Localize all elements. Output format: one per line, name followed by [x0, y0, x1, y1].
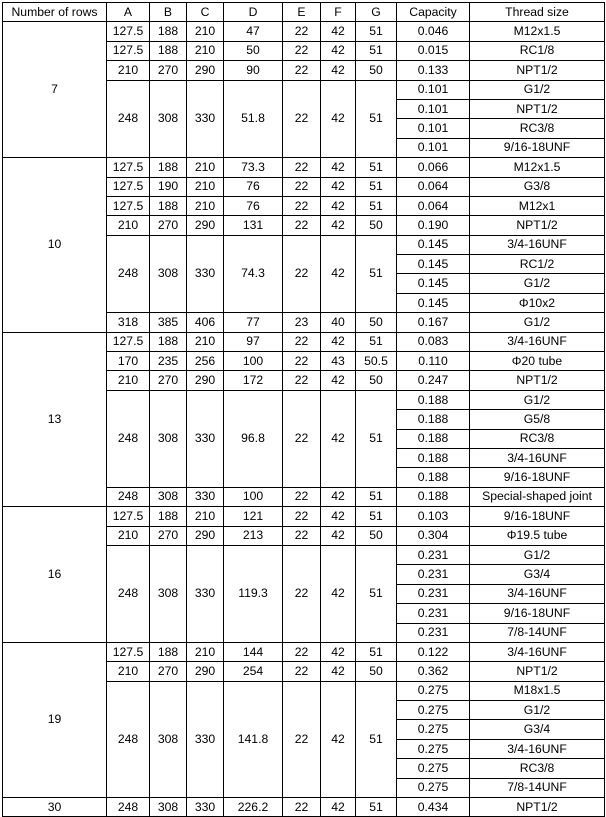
dimension-d-cell: 47: [224, 22, 283, 41]
dimension-e-cell: 22: [283, 41, 321, 60]
thread-size-cell: Special-shaped joint: [470, 487, 605, 506]
capacity-cell: 0.275: [397, 681, 470, 700]
dimension-a-cell: 210: [107, 371, 150, 390]
dimension-a-cell: 127.5: [107, 507, 150, 526]
dimension-c-cell: 290: [187, 61, 224, 80]
capacity-cell: 0.066: [397, 158, 470, 177]
header-g: G: [356, 3, 397, 22]
thread-size-cell: G3/4: [470, 720, 605, 739]
thread-size-cell: NPT1/2: [470, 99, 605, 118]
dimension-c-cell: 290: [187, 216, 224, 235]
table-row: [3, 507, 605, 526]
dimension-f-cell: 42: [321, 41, 356, 60]
table-row: [3, 22, 605, 41]
rows-count-cell: 19: [3, 642, 107, 797]
rows-count-cell: 13: [3, 332, 107, 507]
header-e: E: [283, 3, 321, 22]
dimension-g-cell: 51: [356, 158, 397, 177]
dimension-d-cell: 141.8: [224, 681, 283, 797]
thread-size-cell: RC3/8: [470, 119, 605, 138]
dimension-c-cell: 210: [187, 177, 224, 196]
rows-count-cell: 16: [3, 507, 107, 643]
dimension-d-cell: 226.2: [224, 798, 283, 817]
capacity-cell: 0.188: [397, 487, 470, 506]
thread-size-cell: G5/8: [470, 410, 605, 429]
dimension-c-cell: 290: [187, 662, 224, 681]
dimension-b-cell: 188: [150, 507, 187, 526]
dimension-g-cell: 51: [356, 22, 397, 41]
dimension-g-cell: 50: [356, 526, 397, 545]
header-capacity: Capacity: [397, 3, 470, 22]
capacity-cell: 0.362: [397, 662, 470, 681]
dimension-c-cell: 210: [187, 196, 224, 215]
capacity-cell: 0.275: [397, 720, 470, 739]
dimension-b-cell: 190: [150, 177, 187, 196]
thread-size-cell: G1/2: [470, 390, 605, 409]
dimension-c-cell: 330: [187, 798, 224, 817]
table-body: [3, 22, 605, 817]
dimension-c-cell: 290: [187, 371, 224, 390]
dimension-f-cell: 42: [321, 662, 356, 681]
capacity-cell: 0.083: [397, 332, 470, 351]
dimension-d-cell: 131: [224, 216, 283, 235]
dimension-e-cell: 22: [283, 507, 321, 526]
table-row: [3, 158, 605, 177]
dimension-g-cell: 51: [356, 507, 397, 526]
thread-size-cell: M18x1.5: [470, 681, 605, 700]
dimension-a-cell: 127.5: [107, 332, 150, 351]
dimension-f-cell: 42: [321, 371, 356, 390]
table-row: [3, 642, 605, 661]
dimension-g-cell: 51: [356, 798, 397, 817]
dimension-b-cell: 270: [150, 61, 187, 80]
dimension-c-cell: 330: [187, 390, 224, 487]
thread-size-cell: RC3/8: [470, 429, 605, 448]
dimension-g-cell: 51: [356, 332, 397, 351]
dimension-e-cell: 22: [283, 158, 321, 177]
capacity-cell: 0.046: [397, 22, 470, 41]
header-b: B: [150, 3, 187, 22]
thread-size-cell: 3/4-16UNF: [470, 584, 605, 603]
dimension-c-cell: 290: [187, 526, 224, 545]
dimension-d-cell: 144: [224, 642, 283, 661]
thread-size-cell: 3/4-16UNF: [470, 642, 605, 661]
dimension-b-cell: 308: [150, 798, 187, 817]
capacity-cell: 0.133: [397, 61, 470, 80]
dimension-c-cell: 210: [187, 332, 224, 351]
dimension-b-cell: 188: [150, 41, 187, 60]
dimension-d-cell: 100: [224, 487, 283, 506]
dimension-c-cell: 210: [187, 22, 224, 41]
thread-size-cell: G1/2: [470, 313, 605, 332]
dimension-g-cell: 51: [356, 545, 397, 642]
capacity-cell: 0.275: [397, 778, 470, 797]
dimension-g-cell: 50: [356, 61, 397, 80]
dimension-f-cell: 42: [321, 642, 356, 661]
capacity-cell: 0.015: [397, 41, 470, 60]
thread-size-cell: 7/8-14UNF: [470, 623, 605, 642]
header-f: F: [321, 3, 356, 22]
dimension-e-cell: 22: [283, 526, 321, 545]
thread-size-cell: Φ19.5 tube: [470, 526, 605, 545]
dimension-g-cell: 51: [356, 390, 397, 487]
dimension-c-cell: 330: [187, 80, 224, 158]
capacity-cell: 0.304: [397, 526, 470, 545]
dimension-e-cell: 22: [283, 22, 321, 41]
dimension-a-cell: 127.5: [107, 196, 150, 215]
dimension-e-cell: 22: [283, 390, 321, 487]
dimension-b-cell: 308: [150, 487, 187, 506]
dimension-a-cell: 248: [107, 681, 150, 797]
capacity-cell: 0.188: [397, 390, 470, 409]
dimension-f-cell: 42: [321, 487, 356, 506]
dimension-a-cell: 318: [107, 313, 150, 332]
dimension-a-cell: 127.5: [107, 158, 150, 177]
thread-size-cell: G3/8: [470, 177, 605, 196]
thread-size-cell: RC1/2: [470, 255, 605, 274]
thread-size-cell: 7/8-14UNF: [470, 778, 605, 797]
dimension-f-cell: 42: [321, 332, 356, 351]
dimension-e-cell: 22: [283, 642, 321, 661]
thread-size-cell: 9/16-18UNF: [470, 604, 605, 623]
thread-size-cell: G1/2: [470, 80, 605, 99]
dimension-e-cell: 22: [283, 332, 321, 351]
dimension-e-cell: 22: [283, 662, 321, 681]
dimension-b-cell: 308: [150, 390, 187, 487]
dimension-e-cell: 22: [283, 681, 321, 797]
capacity-cell: 0.145: [397, 235, 470, 254]
dimension-d-cell: 96.8: [224, 390, 283, 487]
dimension-g-cell: 50: [356, 662, 397, 681]
capacity-cell: 0.231: [397, 584, 470, 603]
dimension-b-cell: 188: [150, 642, 187, 661]
dimension-e-cell: 23: [283, 313, 321, 332]
dimension-a-cell: 248: [107, 798, 150, 817]
rows-count-cell: 7: [3, 22, 107, 158]
thread-size-cell: 3/4-16UNF: [470, 739, 605, 758]
thread-size-cell: 3/4-16UNF: [470, 235, 605, 254]
dimension-a-cell: 127.5: [107, 41, 150, 60]
dimension-f-cell: 42: [321, 526, 356, 545]
dimension-g-cell: 50: [356, 313, 397, 332]
dimension-b-cell: 270: [150, 216, 187, 235]
dimension-e-cell: 22: [283, 371, 321, 390]
capacity-cell: 0.231: [397, 604, 470, 623]
dimension-g-cell: 50: [356, 371, 397, 390]
table-row: [3, 798, 605, 817]
dimension-d-cell: 90: [224, 61, 283, 80]
dimension-b-cell: 308: [150, 80, 187, 158]
dimension-a-cell: 248: [107, 545, 150, 642]
thread-size-cell: NPT1/2: [470, 662, 605, 681]
header-thread-size: Thread size: [470, 3, 605, 22]
thread-size-cell: 9/16-18UNF: [470, 468, 605, 487]
capacity-cell: 0.101: [397, 99, 470, 118]
capacity-cell: 0.275: [397, 759, 470, 778]
capacity-cell: 0.188: [397, 410, 470, 429]
dimension-f-cell: 43: [321, 352, 356, 371]
dimension-a-cell: 248: [107, 80, 150, 158]
dimension-e-cell: 22: [283, 216, 321, 235]
capacity-cell: 0.064: [397, 177, 470, 196]
dimension-e-cell: 22: [283, 235, 321, 313]
dimension-c-cell: 330: [187, 545, 224, 642]
header-row: [3, 3, 605, 22]
capacity-cell: 0.167: [397, 313, 470, 332]
dimension-c-cell: 210: [187, 41, 224, 60]
dimension-f-cell: 42: [321, 196, 356, 215]
dimension-f-cell: 42: [321, 22, 356, 41]
thread-size-cell: G3/4: [470, 565, 605, 584]
thread-size-cell: Φ20 tube: [470, 352, 605, 371]
capacity-cell: 0.247: [397, 371, 470, 390]
dimension-a-cell: 170: [107, 352, 150, 371]
dimension-g-cell: 51: [356, 196, 397, 215]
dimension-g-cell: 51: [356, 80, 397, 158]
dimension-c-cell: 256: [187, 352, 224, 371]
dimension-b-cell: 188: [150, 196, 187, 215]
dimension-b-cell: 385: [150, 313, 187, 332]
dimension-e-cell: 22: [283, 177, 321, 196]
dimension-d-cell: 254: [224, 662, 283, 681]
dimension-b-cell: 188: [150, 332, 187, 351]
dimension-f-cell: 42: [321, 681, 356, 797]
thread-size-cell: RC3/8: [470, 759, 605, 778]
header-a: A: [107, 3, 150, 22]
specification-table: [2, 2, 605, 817]
capacity-cell: 0.275: [397, 701, 470, 720]
dimension-a-cell: 248: [107, 235, 150, 313]
thread-size-cell: 9/16-18UNF: [470, 138, 605, 157]
dimension-b-cell: 308: [150, 235, 187, 313]
dimension-d-cell: 51.8: [224, 80, 283, 158]
header-number-of-rows: Number of rows: [3, 3, 107, 22]
thread-size-cell: G1/2: [470, 274, 605, 293]
dimension-d-cell: 74.3: [224, 235, 283, 313]
thread-size-cell: NPT1/2: [470, 61, 605, 80]
dimension-f-cell: 42: [321, 80, 356, 158]
dimension-a-cell: 210: [107, 61, 150, 80]
capacity-cell: 0.188: [397, 429, 470, 448]
dimension-d-cell: 73.3: [224, 158, 283, 177]
dimension-a-cell: 210: [107, 526, 150, 545]
thread-size-cell: NPT1/2: [470, 371, 605, 390]
dimension-f-cell: 42: [321, 798, 356, 817]
dimension-g-cell: 51: [356, 235, 397, 313]
dimension-b-cell: 270: [150, 526, 187, 545]
capacity-cell: 0.110: [397, 352, 470, 371]
thread-size-cell: M12x1.5: [470, 22, 605, 41]
dimension-d-cell: 100: [224, 352, 283, 371]
dimension-a-cell: 210: [107, 662, 150, 681]
capacity-cell: 0.231: [397, 545, 470, 564]
dimension-c-cell: 210: [187, 642, 224, 661]
dimension-d-cell: 172: [224, 371, 283, 390]
thread-size-cell: NPT1/2: [470, 798, 605, 817]
dimension-e-cell: 22: [283, 798, 321, 817]
dimension-f-cell: 42: [321, 545, 356, 642]
thread-size-cell: G1/2: [470, 545, 605, 564]
dimension-a-cell: 127.5: [107, 22, 150, 41]
dimension-e-cell: 22: [283, 80, 321, 158]
rows-count-cell: 30: [3, 798, 107, 817]
rows-count-cell: 10: [3, 158, 107, 333]
dimension-f-cell: 40: [321, 313, 356, 332]
capacity-cell: 0.231: [397, 565, 470, 584]
capacity-cell: 0.101: [397, 119, 470, 138]
dimension-f-cell: 42: [321, 61, 356, 80]
dimension-d-cell: 213: [224, 526, 283, 545]
dimension-g-cell: 51: [356, 681, 397, 797]
dimension-g-cell: 51: [356, 487, 397, 506]
dimension-c-cell: 210: [187, 507, 224, 526]
table-row: [3, 332, 605, 351]
dimension-a-cell: 127.5: [107, 177, 150, 196]
dimension-d-cell: 77: [224, 313, 283, 332]
thread-size-cell: M12x1.5: [470, 158, 605, 177]
capacity-cell: 0.188: [397, 448, 470, 467]
dimension-c-cell: 330: [187, 681, 224, 797]
dimension-b-cell: 308: [150, 545, 187, 642]
dimension-f-cell: 42: [321, 390, 356, 487]
dimension-f-cell: 42: [321, 177, 356, 196]
dimension-c-cell: 330: [187, 235, 224, 313]
dimension-c-cell: 330: [187, 487, 224, 506]
thread-size-cell: Φ10x2: [470, 293, 605, 312]
dimension-e-cell: 22: [283, 545, 321, 642]
dimension-e-cell: 22: [283, 196, 321, 215]
dimension-d-cell: 119.3: [224, 545, 283, 642]
capacity-cell: 0.145: [397, 293, 470, 312]
capacity-cell: 0.275: [397, 739, 470, 758]
capacity-cell: 0.101: [397, 80, 470, 99]
dimension-a-cell: 248: [107, 390, 150, 487]
dimension-b-cell: 308: [150, 681, 187, 797]
capacity-cell: 0.190: [397, 216, 470, 235]
dimension-d-cell: 76: [224, 196, 283, 215]
capacity-cell: 0.103: [397, 507, 470, 526]
dimension-f-cell: 42: [321, 216, 356, 235]
dimension-f-cell: 42: [321, 507, 356, 526]
capacity-cell: 0.188: [397, 468, 470, 487]
header-c: C: [187, 3, 224, 22]
dimension-b-cell: 188: [150, 22, 187, 41]
dimension-g-cell: 50.5: [356, 352, 397, 371]
thread-size-cell: M12x1: [470, 196, 605, 215]
capacity-cell: 0.122: [397, 642, 470, 661]
dimension-a-cell: 127.5: [107, 642, 150, 661]
dimension-d-cell: 97: [224, 332, 283, 351]
thread-size-cell: 3/4-16UNF: [470, 332, 605, 351]
dimension-c-cell: 406: [187, 313, 224, 332]
thread-size-cell: NPT1/2: [470, 216, 605, 235]
capacity-cell: 0.145: [397, 274, 470, 293]
dimension-a-cell: 210: [107, 216, 150, 235]
thread-size-cell: 3/4-16UNF: [470, 448, 605, 467]
dimension-b-cell: 235: [150, 352, 187, 371]
dimension-f-cell: 42: [321, 235, 356, 313]
dimension-d-cell: 121: [224, 507, 283, 526]
capacity-cell: 0.145: [397, 255, 470, 274]
dimension-b-cell: 270: [150, 371, 187, 390]
thread-size-cell: RC1/8: [470, 41, 605, 60]
capacity-cell: 0.101: [397, 138, 470, 157]
capacity-cell: 0.231: [397, 623, 470, 642]
thread-size-cell: 9/16-18UNF: [470, 507, 605, 526]
dimension-g-cell: 51: [356, 177, 397, 196]
dimension-c-cell: 210: [187, 158, 224, 177]
thread-size-cell: G1/2: [470, 701, 605, 720]
dimension-a-cell: 248: [107, 487, 150, 506]
capacity-cell: 0.434: [397, 798, 470, 817]
dimension-b-cell: 270: [150, 662, 187, 681]
dimension-g-cell: 50: [356, 216, 397, 235]
dimension-f-cell: 42: [321, 158, 356, 177]
dimension-d-cell: 50: [224, 41, 283, 60]
header-d: D: [224, 3, 283, 22]
capacity-cell: 0.064: [397, 196, 470, 215]
dimension-e-cell: 22: [283, 61, 321, 80]
dimension-e-cell: 22: [283, 487, 321, 506]
dimension-b-cell: 188: [150, 158, 187, 177]
dimension-g-cell: 51: [356, 642, 397, 661]
dimension-e-cell: 22: [283, 352, 321, 371]
dimension-g-cell: 51: [356, 41, 397, 60]
dimension-d-cell: 76: [224, 177, 283, 196]
